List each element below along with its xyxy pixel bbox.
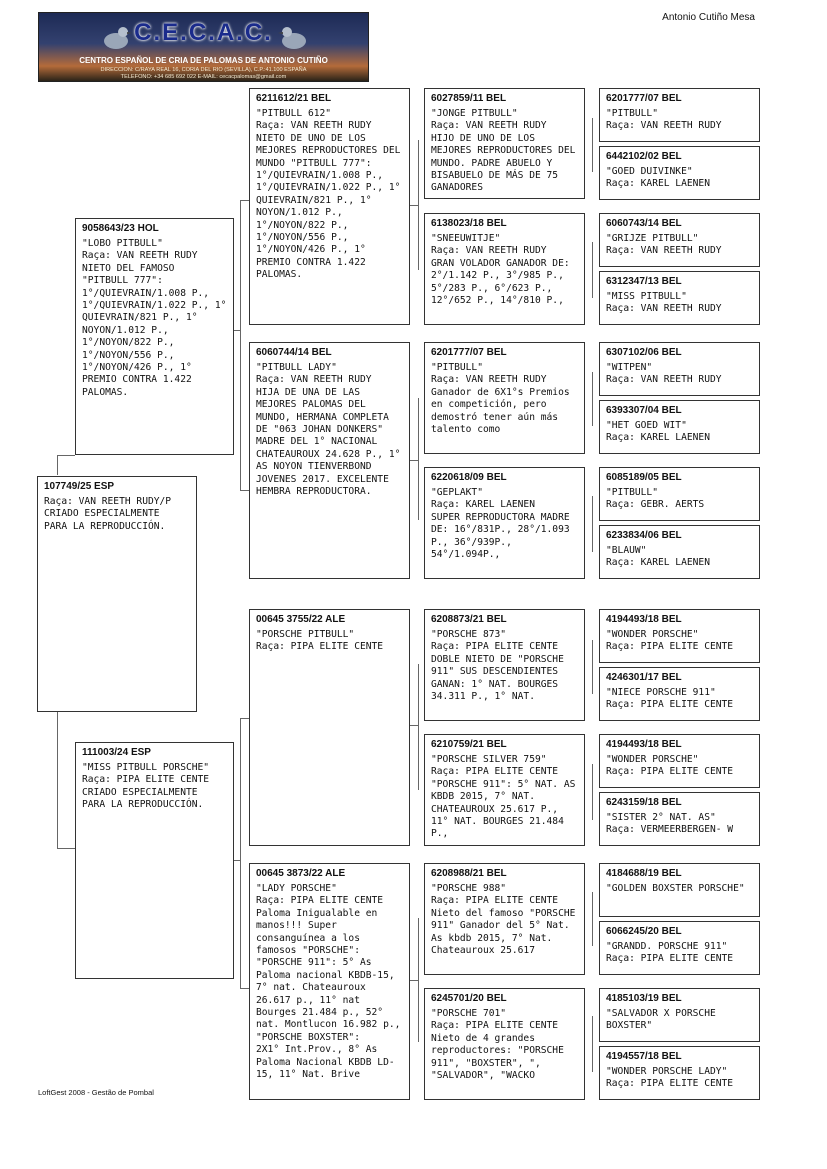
- gen4-details: "WONDER PORSCHE" Raça: PIPA ELITE CENTE: [606, 629, 734, 653]
- gen3-details: "PORSCHE 701" Raça: PIPA ELITE CENTE Nieto de 4 grandes reproductores: "PORSCHE 911", "BOXSTER", ", "SALVADOR", "WACKO: [431, 1008, 564, 1082]
- gen4-details: "MISS PITBULL" Raça: VAN REETH RUDY: [606, 291, 722, 315]
- gen4-ring: 6243159/18 BEL: [606, 797, 682, 808]
- gen3-details: "PORSCHE 988" Raça: PIPA ELITE CENTE Nieto del famoso "PORSCHE 911" Ganador del 5° Nat. As kbdb 2015, 7° Nat. Chateauroux 25.617: [431, 883, 576, 957]
- dam-card: [75, 742, 234, 979]
- gen3-card: [424, 342, 585, 454]
- gen4-ring: 4194493/18 BEL: [606, 614, 682, 625]
- gen4-ring: 6393307/04 BEL: [606, 405, 682, 416]
- sire-sire-ring: 6211612/21 BEL: [256, 93, 332, 104]
- gen3-ring: 6208873/21 BEL: [431, 614, 507, 625]
- breeder-logo: [38, 12, 369, 82]
- gen4-ring: 6233834/06 BEL: [606, 530, 682, 541]
- gen4-details: "BLAUW" Raça: KAREL LAENEN: [606, 545, 710, 569]
- gen4-ring: 6085189/05 BEL: [606, 472, 682, 483]
- gen3-details: "GEPLAKT" Raça: KAREL LAENEN SUPER REPRODUCTORA MADRE DE: 16°/831P., 28°/1.093 P., 36°/939P., 54°/1.094P.,: [431, 487, 570, 561]
- gen4-details: "GRIJZE PITBULL" Raça: VAN REETH RUDY: [606, 233, 722, 257]
- subject-details: Raça: VAN REETH RUDY/P CRIADO ESPECIALMENTE PARA LA REPRODUCCIÓN.: [44, 496, 172, 532]
- gen4-details: "SALVADOR X PORSCHE BOXSTER": [606, 1008, 716, 1032]
- gen3-ring: 6201777/07 BEL: [431, 347, 507, 358]
- gen4-ring: 4194493/18 BEL: [606, 739, 682, 750]
- dam-sire-ring: 00645 3755/22 ALE: [256, 614, 346, 625]
- logo-address-block: [39, 67, 368, 81]
- gen4-details: "GOED DUIVINKE" Raça: KAREL LAENEN: [606, 166, 710, 190]
- dam-dam-ring: 00645 3873/22 ALE: [256, 868, 346, 879]
- gen4-ring: 6312347/13 BEL: [606, 276, 682, 287]
- gen4-details: "SISTER 2° NAT. AS" Raça: VERMEERBERGEN- W: [606, 812, 734, 836]
- gen4-details: "WONDER PORSCHE LADY" Raça: PIPA ELITE CENTE: [606, 1066, 734, 1090]
- dam-sire-card: [249, 609, 410, 846]
- gen4-ring: 6060743/14 BEL: [606, 218, 682, 229]
- gen4-ring: 4185103/19 BEL: [606, 993, 682, 1004]
- gen4-card: [599, 667, 760, 721]
- gen4-card: [599, 1046, 760, 1100]
- sire-dam-ring: 6060744/14 BEL: [256, 347, 332, 358]
- gen4-ring: 6066245/20 BEL: [606, 926, 682, 937]
- gen4-card: [599, 792, 760, 846]
- gen3-ring: 6210759/21 BEL: [431, 739, 507, 750]
- gen4-card: [599, 342, 760, 396]
- sire-sire-details: "PITBULL 612" Raça: VAN REETH RUDY NIETO DE UNO DE LOS MEJORES REPRODUCTORES DEL MUNDO "PITBULL 777": 1°/QUIEVRAIN/1.008 P., 1°/QUIEVRAIN/1.022 P., 1° QUIEVRAIN/821 P., 1° NOYON/1.012 P., 1°/NOYON/822 P., 1°/NOYON/556 P., 1°/NOYON/426 P., 1° PREMIO CONTRA 1.422 PALOMAS.: [256, 108, 401, 281]
- gen3-card: [424, 863, 585, 975]
- dam-dam-card: [249, 863, 410, 1100]
- dam-details: "MISS PITBULL PORSCHE" Raça: PIPA ELITE CENTE CRIADO ESPECIALMENTE PARA LA REPRODUCCIÓN.: [82, 762, 210, 811]
- logo-address: DIRECCION: C/RAYA REAL 16, CORIA DEL RIO (SEVILLA), C.P.:41.100 ESPAÑA: [100, 67, 307, 73]
- gen4-details: "PITBULL" Raça: VAN REETH RUDY: [606, 108, 722, 132]
- sire-details: "LOBO PITBULL" Raça: VAN REETH RUDY NIETO DEL FAMOSO "PITBULL 777": 1°/QUIEVRAIN/1.008 P., 1°/QUIEVRAIN/1.022 P., 1° QUIEVRAIN/821 P., 1° NOYON/1.012 P., 1°/NOYON/822 P., 1°/NOYON/556 P., 1°/NOYON/426 P., 1° PREMIO CONTRA 1.422 PALOMAS.: [82, 238, 227, 398]
- dam-sire-details: "PORSCHE PITBULL" Raça: PIPA ELITE CENTE: [256, 629, 384, 653]
- gen4-card: [599, 88, 760, 142]
- gen4-ring: 4184688/19 BEL: [606, 868, 682, 879]
- footer-credit: LoftGest 2008 - Gestão de Pombal: [38, 1088, 154, 1097]
- gen4-card: [599, 467, 760, 521]
- gen4-card: [599, 400, 760, 454]
- gen4-details: "GRANDD. PORSCHE 911" Raça: PIPA ELITE CENTE: [606, 941, 734, 965]
- gen3-ring: 6208988/21 BEL: [431, 868, 507, 879]
- gen4-card: [599, 525, 760, 579]
- gen3-card: [424, 734, 585, 846]
- logo-subtitle: CENTRO ESPAÑOL DE CRIA DE PALOMAS DE ANTONIO CUTIÑO: [79, 56, 328, 65]
- gen3-ring: 6138023/18 BEL: [431, 218, 507, 229]
- gen4-card: [599, 863, 760, 917]
- dam-ring: 111003/24 ESP: [82, 747, 151, 758]
- gen4-details: "GOLDEN BOXSTER PORSCHE": [606, 883, 745, 894]
- gen3-details: "PORSCHE SILVER 759" Raça: PIPA ELITE CENTE "PORSCHE 911": 5° NAT. AS KBDB 2015, 7° NAT. CHATEAUROUX 25.617 P., 11° NAT. BOURGES 21.484 P.,: [431, 754, 576, 840]
- gen3-details: "PORSCHE 873" Raça: PIPA ELITE CENTE DOBLE NIETO DE "PORSCHE 911" SUS DESCENDIENTES GANAN: 1° NAT. BOURGES 34.311 P., 1° NAT.: [431, 629, 564, 703]
- sire-dam-details: "PITBULL LADY" Raça: VAN REETH RUDY HIJA DE UNA DE LAS MEJORES PALOMAS DEL MUNDO, HERMANA COMPLETA DE "063 JOHAN DONKERS" MADRE DEL 1° NACIONAL CHATEAUROUX 24.628 P., 1° AS NOYON TIENVERBOND JOVENES 2017. EXCELENTE HEMBRA REPRODUCTORA.: [256, 362, 401, 498]
- gen3-card: [424, 988, 585, 1100]
- gen4-ring: 6442102/02 BEL: [606, 151, 682, 162]
- gen4-details: "WONDER PORSCHE" Raça: PIPA ELITE CENTE: [606, 754, 734, 778]
- sire-dam-card: [249, 342, 410, 579]
- gen4-ring: 4194557/18 BEL: [606, 1051, 682, 1062]
- gen3-ring: 6245701/20 BEL: [431, 993, 507, 1004]
- gen4-details: "WITPEN" Raça: VAN REETH RUDY: [606, 362, 722, 386]
- gen3-card: [424, 213, 585, 325]
- gen4-ring: 6307102/06 BEL: [606, 347, 682, 358]
- gen4-card: [599, 988, 760, 1042]
- subject-ring: 107749/25 ESP: [44, 481, 115, 492]
- gen4-ring: 6201777/07 BEL: [606, 93, 682, 104]
- gen3-card: [424, 467, 585, 579]
- gen3-details: "SNEEUWITJE" Raça: VAN REETH RUDY GRAN VOLADOR GANADOR DE: 2°/1.142 P., 3°/985 P., 5°/283 P., 6°/623 P., 12°/652 P., 14°/810 P.,: [431, 233, 570, 307]
- dam-dam-details: "LADY PORSCHE" Raça: PIPA ELITE CENTE Paloma Inigualable en manos!!! Super consanguínea a los famosos "PORSCHE": "PORSCHE 911": 5° As Paloma nacional KBDB-15, 7° nat. Chateauroux 26.617 p., 11° nat Bourges 21.484 p., 52° nat. Montlucon 16.982 p., "PORSCHE BOXSTER": 2X1° Int.Prov., 8° As Paloma Nacional KBDB LD-15, 11° Nat. Brive: [256, 883, 401, 1081]
- gen4-card: [599, 146, 760, 200]
- gen4-ring: 4246301/17 BEL: [606, 672, 682, 683]
- owner-name: Antonio Cutiño Mesa: [662, 12, 755, 23]
- gen4-card: [599, 609, 760, 663]
- gen3-ring: 6027859/11 BEL: [431, 93, 507, 104]
- gen4-card: [599, 921, 760, 975]
- gen3-details: "JONGE PITBULL" Raça: VAN REETH RUDY HIJO DE UNO DE LOS MEJORES REPRODUCTORES DEL MUNDO. PADRE ABUELO Y BISABUELO DE MÁS DE 75 GANADORES: [431, 108, 576, 194]
- gen3-details: "PITBULL" Raça: VAN REETH RUDY Ganador de 6X1°s Premios en competición, pero demostró tener aún más talento como: [431, 362, 570, 436]
- sire-card: [75, 218, 234, 455]
- gen4-details: "PITBULL" Raça: GEBR. AERTS: [606, 487, 705, 511]
- gen4-details: "HET GOED WIT" Raça: KAREL LAENEN: [606, 420, 710, 444]
- sire-sire-card: [249, 88, 410, 325]
- sire-ring: 9058643/23 HOL: [82, 223, 159, 234]
- gen4-card: [599, 271, 760, 325]
- logo-title: C.E.C.A.C.: [134, 19, 273, 46]
- logo-contact: TELEFONO: +34 685 692 022 E-MAIL: cecacpalomas@gmail.com: [120, 74, 287, 80]
- gen4-card: [599, 734, 760, 788]
- gen3-ring: 6220618/09 BEL: [431, 472, 507, 483]
- gen3-card: [424, 609, 585, 721]
- gen3-card: [424, 88, 585, 199]
- gen4-card: [599, 213, 760, 267]
- subject-card: [37, 476, 197, 712]
- gen4-details: "NIECE PORSCHE 911" Raça: PIPA ELITE CENTE: [606, 687, 734, 711]
